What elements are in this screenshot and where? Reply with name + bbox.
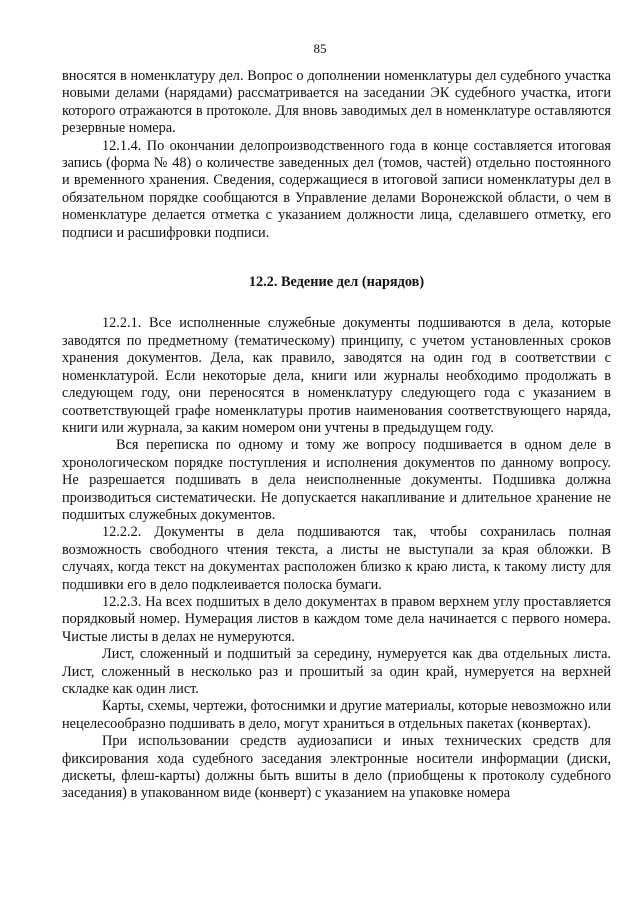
paragraph-audio-recording: При использовании средств аудиозаписи и иных технических средств для фиксирования хода судебного заседания электронные носители информации (диски, дискеты, флеш-карты) должны быть вшиты в дело (приобщены к протоколу судебного заседания) в упакованном виде (конверт) с указанием на упаковке номера (62, 733, 611, 802)
paragraph-12-2-2: 12.2.2. Документы в дела подшиваются так, чтобы сохранилась полная возможность свободного чтения текста, а листы не выступали за края обложки. В случаях, когда текст на документах расположен близко к краю листа, к такому листу для подшивки его в дело подклеивается полоска бумаги. (62, 524, 611, 593)
paragraph-12-2-1: 12.2.1. Все исполненные служебные документы подшиваются в дела, которые заводятся по предметному (тематическому) принципу, с учетом установленных сроков хранения документов. Дела, как правило, заводятся на один год в соответствии с номенклатурой. Если некоторые дела, книги или журналы необходимо продолжать в следующем году, они переносятся в номенклатуру следующего года с указанием в соответствующей графе номенклатуры против наименования соответствующего наряда, книги или журнала, за каким номером они учтены в предыдущем году. (62, 315, 611, 436)
paragraph-correspondence: Вся переписка по одному и тому же вопросу подшивается в одном деле в хронологическом порядке поступления и исполнения документов по данному вопросу. Не разрешается подшивать в дела неисполненные документы. Подшивка должна производиться систематически. Не допускается накапливание и длительное хранение не подшитых служебных документов. (62, 437, 611, 523)
page-number: 85 (313, 41, 327, 56)
document-body (62, 68, 611, 803)
paragraph-12-1-4: 12.1.4. По окончании делопроизводственного года в конце составляется итоговая запись (форма № 48) о количестве заведенных дел (томов, частей) отдельно постоянного и временного хранения. Сведения, содержащиеся в итоговой записи номенклатуры дел в обязательном порядке сообщаются в Управление делами Воронежской области, о чем в номенклатуре делается отметка с указанием должности лица, сделавшего отметку, его подписи и расшифровки подписи. (62, 137, 611, 241)
paragraph-12-2-3: 12.2.3. На всех подшитых в дело документах в правом верхнем углу проставляется порядковый номер. Нумерация листов в каждом томе дела начинается с первого номера. Чистые листы в делах не нумеруются. (62, 593, 611, 645)
section-heading: 12.2. Ведение дел (нарядов) (248, 274, 425, 291)
paragraph: вносятся в номенклатуру дел. Вопрос о дополнении номенклатуры дел судебного участка новыми делами (нарядами) рассматривается на заседании ЭК судебного участка, итоги которого отражаются в протоколе. Для вновь заводимых дел в номенклатуре оставляются резервные номера. (62, 68, 611, 137)
paragraph-folded-sheet: Лист, сложенный и подшитый за середину, нумеруется как два отдельных листа. Лист, сложенный в несколько раз и прошитый за один край, нумеруется на верхней складке как один лист. (62, 646, 611, 697)
paragraph-maps: Карты, схемы, чертежи, фотоснимки и другие материалы, которые невозможно или нецелесообразно подшивать в дело, могут храниться в отдельных пакетах (конвертах). (62, 698, 611, 732)
